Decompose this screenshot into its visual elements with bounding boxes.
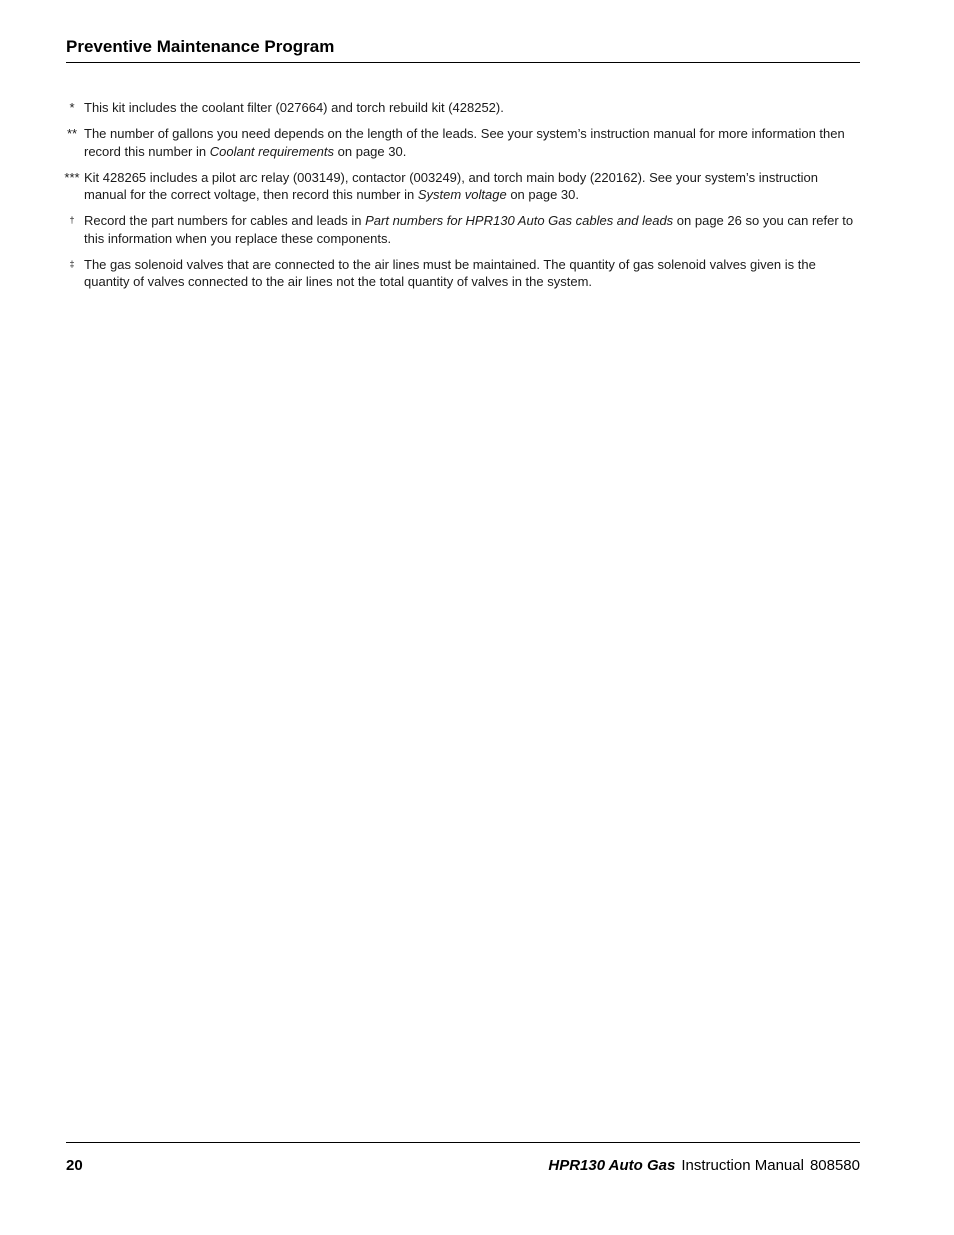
- footnote-marker: *: [69, 100, 75, 115]
- page-number: 20: [66, 1157, 83, 1174]
- footnote-marker: **: [66, 126, 78, 141]
- footnote-reference: Part numbers for HPR130 Auto Gas cables and leads: [365, 213, 674, 228]
- footnote-text: Kit 428265 includes a pilot arc relay (003149), contactor (003249), and torch main body (220162). See your system’s instruction manual for the correct voltage, then record this number in: [84, 169, 818, 202]
- footnote-marker: ‡: [69, 258, 75, 269]
- footnote-2: [62, 125, 862, 160]
- product-name: HPR130 Auto Gas: [548, 1157, 676, 1174]
- manual-label: Instruction Manual: [681, 1157, 804, 1174]
- footnotes-list: [62, 99, 862, 299]
- footnote-reference: Coolant requirements: [209, 143, 335, 159]
- footnote-text: The gas solenoid valves that are connected to the air lines must be maintained. The quantity of gas solenoid valves given is the quantity of valves connected to the air lines not the total quantity of valves in the system.: [84, 256, 816, 289]
- page-title: Preventive Maintenance Program: [66, 37, 335, 56]
- footer-rule: [66, 1142, 860, 1143]
- footnote-text: on page 30.: [334, 143, 407, 159]
- footnote-text: on page 30.: [506, 187, 580, 202]
- footnote-marker: ***: [64, 169, 80, 185]
- document-number: 808580: [809, 1157, 860, 1174]
- footnote-5: [62, 256, 862, 291]
- footnote-text: The number of gallons you need depends on the length of the leads. See your system’s instruction manual for more information then record this number in: [84, 126, 845, 159]
- footnote-reference: System voltage: [417, 187, 507, 202]
- footnote-4: [62, 212, 862, 247]
- footnote-3: [62, 169, 862, 204]
- footnote-text: Record the part numbers for cables and leads in: [84, 213, 366, 228]
- footnote-text: on page 26 so you can refer to this information when you replace these components.: [84, 213, 854, 246]
- footnote-text: This kit includes the coolant filter (027664) and torch rebuild kit (428252).: [84, 100, 504, 115]
- footnote-1: [62, 99, 862, 117]
- footer-document-info: [548, 1157, 860, 1174]
- header-rule: [66, 62, 860, 63]
- footnote-marker: †: [69, 215, 75, 225]
